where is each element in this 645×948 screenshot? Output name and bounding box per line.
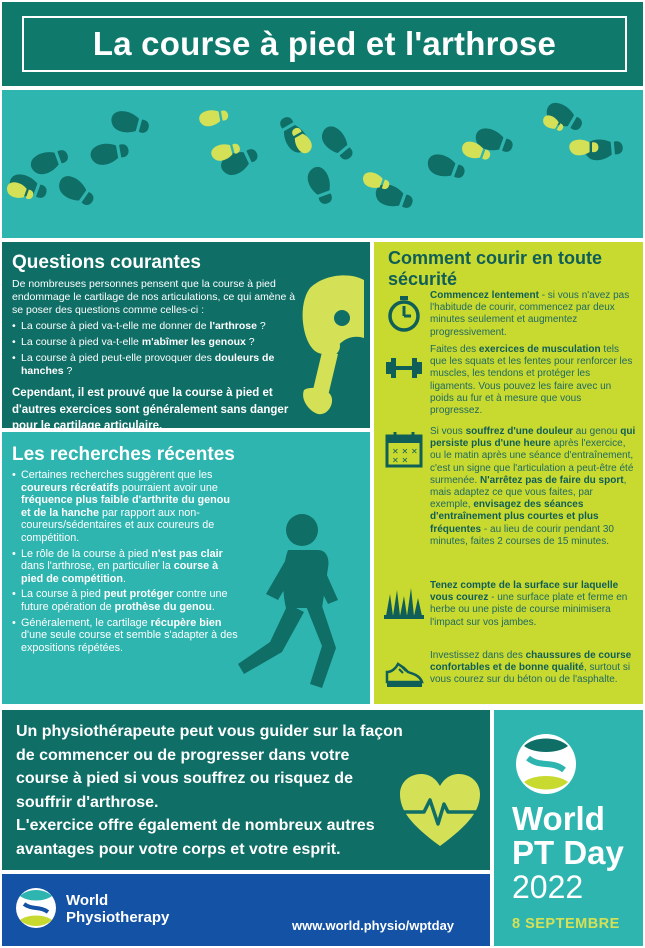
- safe-running-panel: [374, 242, 643, 704]
- research-text: Généralement, le cartilage: [21, 616, 151, 629]
- question-text: ?: [63, 365, 73, 377]
- research-emphasis: prothèse du genou: [114, 600, 212, 613]
- research-emphasis: fréquence plus faible d'arthrite du genou et de la hanche: [21, 494, 230, 519]
- research-item: [12, 588, 238, 613]
- dumbbell-icon: [384, 348, 424, 388]
- grass-icon: [384, 582, 424, 622]
- pt-day-year: 2022: [512, 869, 584, 905]
- title-frame: [22, 16, 627, 72]
- research-emphasis: course à pied de compétition: [21, 560, 219, 585]
- research-text: pourraient avoir une: [118, 481, 218, 494]
- running-shoe-icon: [384, 654, 424, 694]
- questions-heading: Questions courantes: [12, 252, 201, 273]
- safety-text: - si vous n'avez pas l'habitude de courir, commencez par deux minutes seulement et augmentez progressivement.: [430, 290, 630, 338]
- safety-emphasis: envisagez des séances d'entraînement plus courtes et plus fréquentes: [430, 499, 599, 535]
- safety-emphasis: Tenez compte de la surface sur laquelle vous courez: [430, 580, 619, 604]
- questions-conclusion: Cependant, il est prouvé que la course à pied et d'autres exercices sont généralement sans danger pour le cartilage articulaire.: [12, 387, 289, 432]
- research-item: [12, 548, 238, 586]
- svg-text:✕ ✕ ✕: ✕ ✕ ✕: [392, 447, 418, 456]
- research-heading: Les recherches récentes: [12, 444, 235, 465]
- safety-emphasis: exercices de musculation: [478, 344, 601, 355]
- svg-text:✕ ✕: ✕ ✕: [392, 456, 409, 465]
- safety-text: Faites des: [430, 344, 479, 355]
- question-emphasis: m'abîmer les genoux: [141, 336, 246, 348]
- safety-text: Si vous: [430, 426, 466, 437]
- question-text: ?: [256, 320, 266, 332]
- safety-emphasis: souffrez d'une douleur: [465, 426, 573, 437]
- website-link[interactable]: www.world.physio/wptday: [292, 918, 455, 933]
- common-questions-panel: [2, 242, 370, 432]
- brand-name-line1: World: [66, 892, 109, 909]
- question-text: ?: [245, 336, 255, 348]
- world-pt-day-logo: [514, 732, 578, 796]
- pt-day-line2: PT Day: [512, 834, 624, 871]
- question-text: La course à pied va-t-elle: [21, 336, 142, 348]
- question-text: La course à pied peut-elle provoquer des: [21, 352, 215, 364]
- brand-footer: [2, 874, 490, 946]
- physio-guidance-panel: [2, 710, 490, 870]
- question-emphasis: douleurs de hanches: [21, 352, 275, 377]
- research-list: [12, 466, 238, 654]
- safety-item-text: [430, 344, 636, 417]
- research-emphasis: récupère bien: [150, 616, 222, 629]
- runner-figure-icon: [222, 512, 362, 692]
- cta-paragraph-1: Un physiothérapeute peut vous guider sur la façon de commencer ou de progresser dans votre course à pied si vous souffrez ou risquez de souffrir d'arthrose.: [16, 723, 403, 811]
- footprints-illustration: [2, 90, 643, 238]
- safety-emphasis: chaussures de course confortables et de bonne qualité: [430, 650, 632, 674]
- research-text: contre une future opération de: [21, 588, 228, 613]
- footprints-band: [2, 90, 643, 238]
- title-bar: [2, 2, 643, 86]
- question-item: [12, 336, 296, 349]
- footprint-icon: [7, 99, 624, 214]
- safety-emphasis: Commencez lentement: [430, 290, 539, 301]
- safety-text: Investissez dans des: [430, 650, 526, 661]
- safety-item-text: [430, 650, 636, 687]
- safety-text: , surtout si vous courez sur du béton ou de l'asphalte.: [430, 662, 631, 686]
- research-text: Certaines recherches suggèrent que les: [21, 469, 213, 481]
- research-item: [12, 617, 238, 655]
- safety-emphasis: N'arrêtez pas de faire du sport: [480, 474, 624, 486]
- pt-day-date: 8 SEPTEMBRE: [512, 916, 620, 932]
- safety-text: au genou: [572, 426, 621, 437]
- brand-name: [66, 892, 169, 926]
- heart-pulse-icon: [400, 774, 480, 848]
- safety-emphasis: qui persiste plus d'une heure: [430, 426, 636, 450]
- cta-paragraph-2: L'exercice offre également de nombreux autres avantages pour votre corps et votre esprit.: [16, 817, 375, 858]
- question-item: [12, 352, 296, 378]
- safety-text: - au lieu de courir pendant 30 minutes, faites 2 courses de 15 minutes.: [430, 523, 614, 547]
- safety-text: après l'exercice, ou le matin après une séance d'entraînement, c'est un signe que l'articulation a peut-être été surmenée.: [430, 438, 634, 486]
- recent-research-panel: [2, 432, 370, 704]
- questions-list: [12, 320, 296, 378]
- research-text: Le rôle de la course à pied: [21, 547, 152, 560]
- question-item: [12, 320, 296, 333]
- safety-text: tels que les squats et les fentes pour renforcer les muscles, les tendons et protéger les ligaments. Vous pouvez les faire avec un poids au fur et à mesure que vous progressez.: [430, 344, 633, 417]
- research-emphasis: peut protéger: [103, 588, 174, 601]
- research-text: d'une seule course et semble s'adapter à des expositions répétées.: [21, 629, 238, 654]
- stopwatch-icon: [384, 294, 424, 334]
- question-text: La course à pied va-t-elle me donner de: [21, 320, 210, 332]
- research-item: [12, 469, 238, 545]
- calendar-icon: [384, 430, 424, 470]
- safety-item-text: [430, 580, 636, 629]
- research-text: La course à pied: [21, 588, 104, 601]
- research-text: .: [211, 600, 215, 613]
- page-title: La course à pied et l'arthrose: [92, 25, 557, 62]
- brand-name-line2: Physiotherapy: [66, 909, 170, 926]
- research-emphasis: coureurs récréatifs: [21, 481, 119, 494]
- safety-item-text: [430, 426, 636, 548]
- safety-heading: Comment courir en toute sécurité: [388, 248, 603, 289]
- world-pt-day-panel: [494, 710, 643, 946]
- research-text: par rapport aux non-coureurs/sédentaires et aux coureurs de compétition.: [21, 506, 215, 544]
- pt-day-line1: World: [512, 800, 605, 837]
- safety-text: , mais adaptez ce que vous faites, par exemple,: [430, 474, 627, 511]
- safety-text: - une surface plate et ferme en herbe ou une piste de course minimisera l'impact sur vos jambes.: [430, 592, 628, 628]
- research-text: .: [122, 572, 126, 585]
- research-text: dans l'arthrose, en particulier la: [21, 560, 174, 573]
- questions-body: [12, 278, 296, 435]
- safety-item-text: [430, 290, 636, 339]
- question-emphasis: l'arthrose: [209, 320, 257, 332]
- research-emphasis: n'est pas clair: [151, 547, 223, 560]
- questions-intro: De nombreuses personnes pensent que la course à pied endommage le cartilage de nos articulations, ce qui amène à se poser des questions comme celles-ci :: [12, 278, 296, 316]
- world-physiotherapy-logo: [14, 886, 58, 930]
